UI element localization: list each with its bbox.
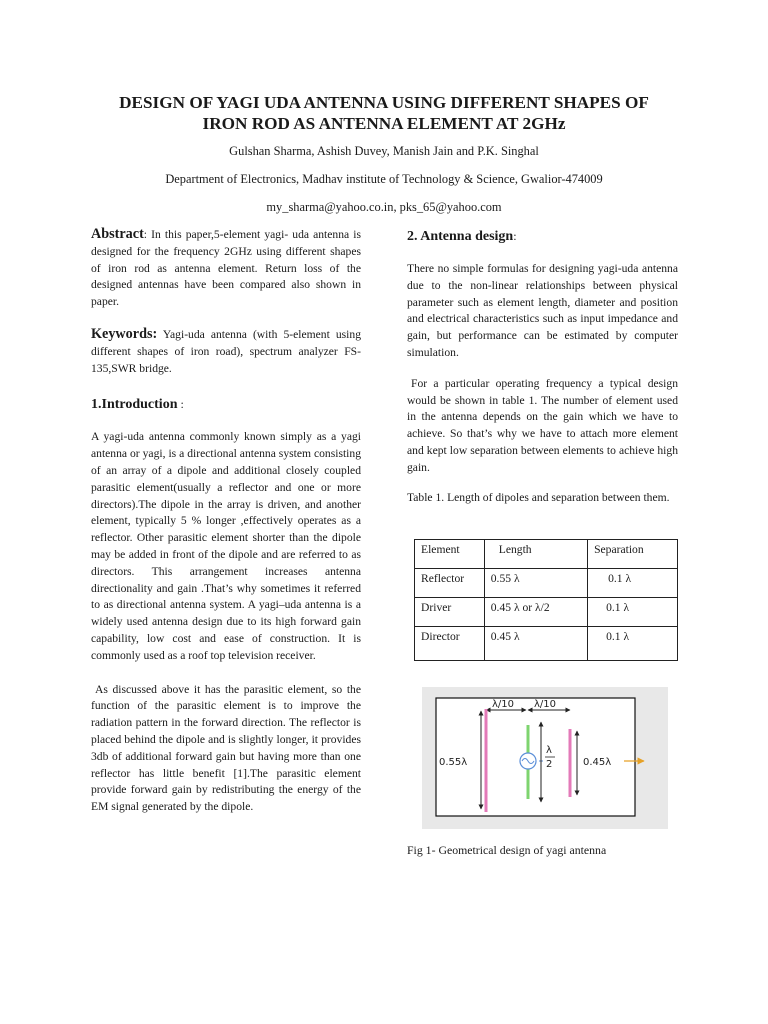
separation-label-2: λ/10: [534, 699, 557, 710]
table-row: [415, 598, 678, 627]
figure-caption: Fig 1- Geometrical design of yagi antenna: [407, 843, 607, 857]
antenna-design-paragraph-2: For a particular operating frequency a typical design would be shown in table 1. The number of element used in the antenna depends on the gain which we have to achieve. So that’s why we have to attach more element and kept low separation between elements to achieve high gain.: [407, 376, 678, 474]
introduction-paragraph-1: A yagi-uda antenna commonly known simply as a yagi antenna or yagi, is a directional antenna system consisting of an array of a dipole and additional closely coupled parasitic element(usually a reflector and one or more directors).The dipole in the array is driven, and another element, typically 5 % longer ,effectively operates as a reflector. Other parasitic element shorter than the dipole may be added in front of the dipole and are referred to as directors. This arrangement increases antenna directionality and gain .That’s why sometimes it referred to as directional antenna system. A yagi–uda antenna is a widely used antenna design due to its high forward gain capability, low cost and ease of construction. It is commonly used as a roof top television receiver.: [91, 430, 361, 662]
table-cell: Reflector: [415, 569, 485, 598]
table-header-cell: Separation: [588, 540, 678, 569]
reflector-length-label: 0.55λ: [439, 757, 468, 768]
yagi-diagram: [422, 687, 668, 829]
driver-length-denominator: 2: [546, 759, 553, 770]
yagi-figure: [422, 687, 668, 829]
table-cell: 0.1 λ: [588, 569, 678, 598]
table-header-cell: Length: [484, 540, 587, 569]
authors-line: Gulshan Sharma, Ashish Duvey, Manish Jain and P.K. Singhal: [229, 144, 539, 158]
introduction-heading: 1.Introduction :: [91, 397, 184, 413]
table-cell: Driver: [415, 598, 485, 627]
keywords-paragraph: [91, 326, 361, 377]
table-cell: 0.1 λ: [588, 598, 678, 627]
right-column: [407, 226, 678, 506]
table-cell: 0.55 λ: [484, 569, 587, 598]
paper-title: [60, 92, 708, 134]
table-cell: 0.45 λ or λ/2: [484, 598, 587, 627]
director-length-label: 0.45λ: [583, 757, 612, 768]
antenna-design-heading: 2. Antenna design:: [407, 229, 517, 244]
left-column: [91, 226, 361, 816]
driver-length-numerator: λ: [546, 745, 552, 756]
table-cell: 0.45 λ: [484, 627, 587, 661]
abstract-paragraph: [91, 226, 361, 311]
table-header-cell: Element: [415, 540, 485, 569]
affiliation-line: Department of Electronics, Madhav institute of Technology & Science, Gwalior-474009: [165, 172, 603, 186]
abstract-heading: Abstract: [91, 226, 144, 242]
introduction-paragraph-2: As discussed above it has the parasitic element, so the function of the parasitic element is to improve the radiation pattern in the forward direction. The reflector is placed behind the dipole and is slightly longer, it provides 3db of additional forward gain but having more than one reflector has little benefit [1].The parasitic element provide forward gain by redistributing the energy of the EM signal generated by the dipole.: [91, 682, 361, 814]
dipole-table: [414, 539, 678, 661]
email-line: my_sharma@yahoo.co.in, pks_65@yahoo.com: [266, 200, 502, 214]
keywords-heading: Keywords:: [91, 325, 158, 342]
table-cell: 0.1 λ: [588, 627, 678, 661]
title-line-1: DESIGN OF YAGI UDA ANTENNA USING DIFFERENT SHAPES OF: [119, 93, 649, 112]
table-row: [415, 627, 678, 661]
table-header-row: [415, 540, 678, 569]
table-row: [415, 569, 678, 598]
separation-label-1: λ/10: [492, 699, 515, 710]
table-caption: Table 1. Length of dipoles and separation between them.: [407, 490, 670, 504]
antenna-design-paragraph-1: There no simple formulas for designing yagi-uda antenna due to the non-linear relationships between physical parameter such as element length, diameter and position and electrical characteristics such as input impedance and gain, but performance can be estimated by computer simulation.: [407, 262, 678, 359]
title-line-2: IRON ROD AS ANTENNA ELEMENT AT 2GHz: [202, 114, 566, 133]
table-cell: Director: [415, 627, 485, 661]
keywords-text: Yagi-uda antenna (with 5-element using different shapes of iron road), spectrum analyzer FS-135,SWR bridge.: [91, 327, 361, 375]
abstract-text: : In this paper,5-element yagi- uda antenna is designed for the frequency 2GHz using different shapes of iron rod as antenna element. Return loss of the designed antennas have been compared also shown in paper.: [91, 228, 361, 309]
